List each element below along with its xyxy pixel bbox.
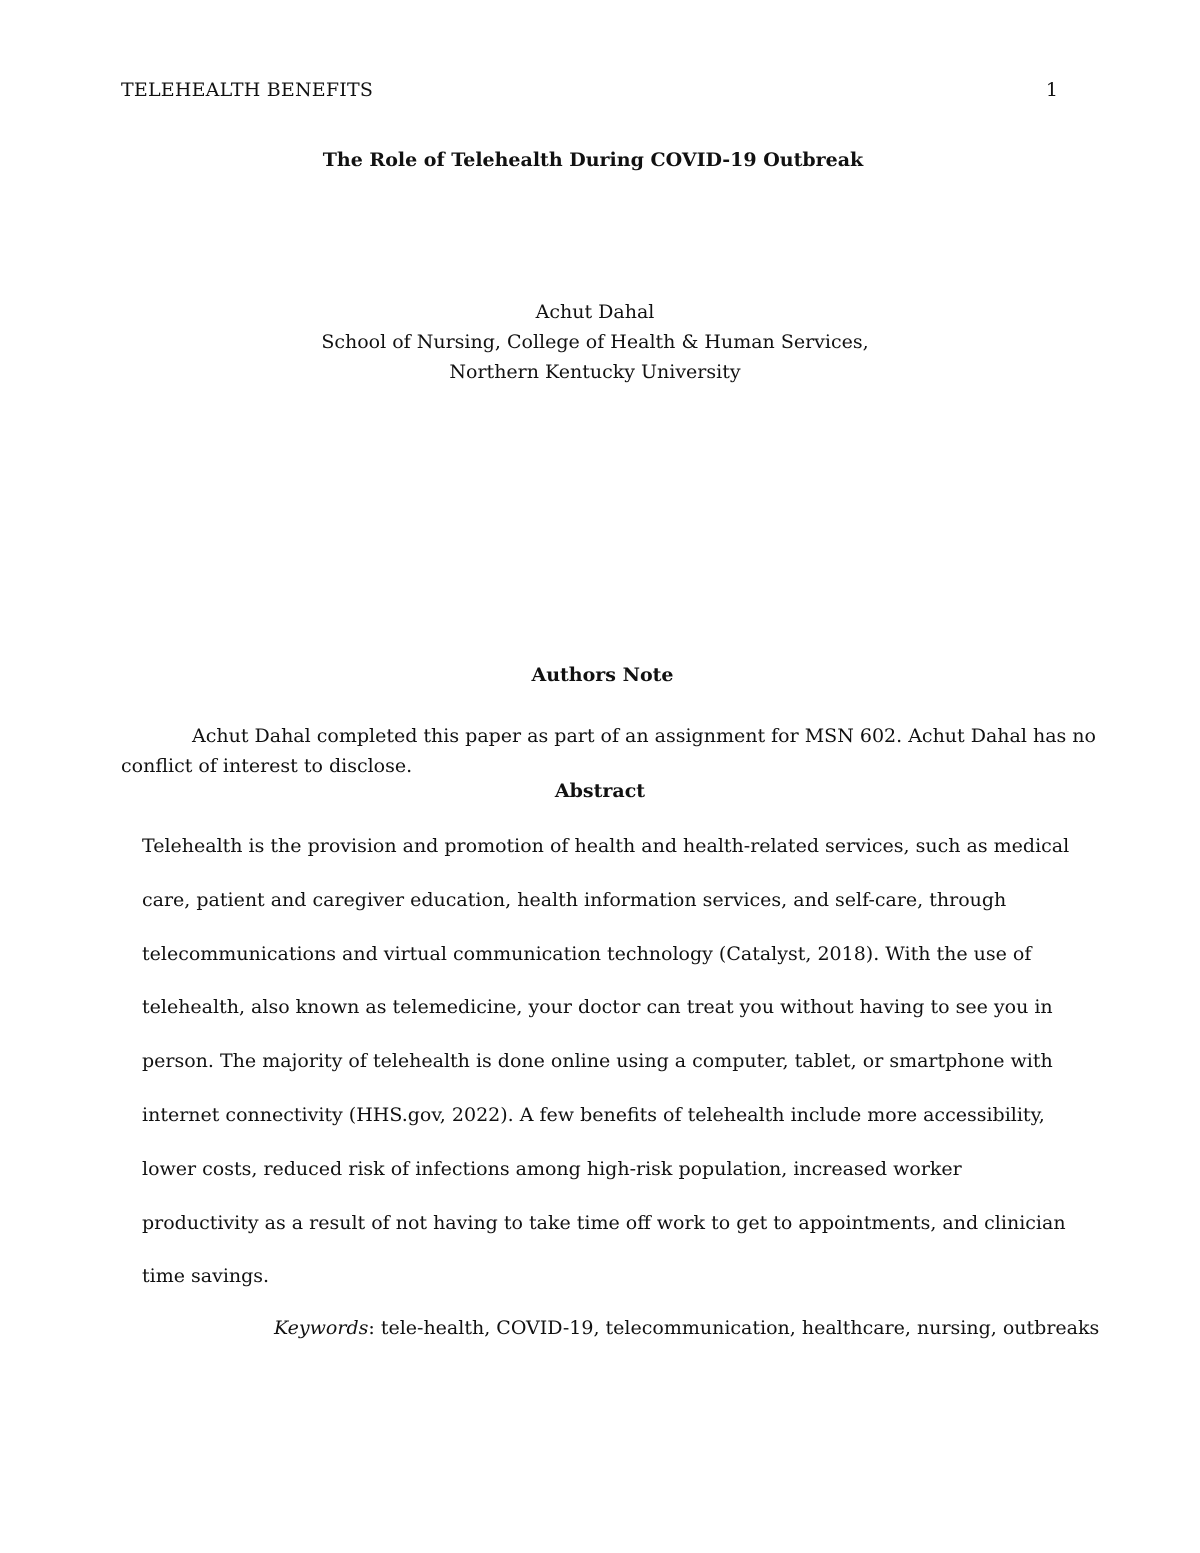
abstract-line: care, patient and caregiver education, health information services, and self-care, through — [142, 888, 1007, 911]
author-block — [0, 297, 1190, 387]
abstract-line: time savings. — [142, 1265, 270, 1288]
authors-note-heading: Authors Note — [531, 664, 674, 686]
paper-title: The Role of Telehealth During COVID-19 Outbreak — [322, 149, 864, 171]
page-number: 1 — [1045, 79, 1058, 101]
abstract-line: productivity as a result of not having to take time off work to get to appointments, and clinician — [142, 1211, 1066, 1234]
abstract-heading: Abstract — [554, 780, 646, 802]
abstract-line: Telehealth is the provision and promotion of health and health-related services, such as medical — [142, 835, 1070, 857]
abstract-line: telecommunications and virtual communication technology (Catalyst, 2018). With the use of — [142, 942, 1032, 965]
keywords-line — [274, 1317, 1099, 1339]
author-affiliation-line-1: School of Nursing, College of Health & Human Services, — [321, 331, 869, 353]
abstract-line: telehealth, also known as telemedicine, your doctor can treat you without having to see you in — [142, 996, 1053, 1019]
abstract-line: internet connectivity (HHS.gov, 2022). A few benefits of telehealth include more accessibility, — [142, 1103, 1045, 1126]
abstract-body — [142, 831, 1072, 1315]
author-affiliation-line-2: Northern Kentucky University — [449, 361, 741, 383]
abstract-line: lower costs, reduced risk of infections among high-risk population, increased worker — [142, 1157, 962, 1180]
abstract-line: person. The majority of telehealth is done online using a computer, tablet, or smartphone with — [142, 1050, 1053, 1073]
keywords-label: Keywords — [274, 1317, 369, 1339]
keywords-text: tele-health, COVID-19, telecommunication, healthcare, nursing, outbreaks — [374, 1317, 1100, 1339]
running-head: TELEHEALTH BENEFITS — [121, 79, 374, 101]
author-name: Achut Dahal — [535, 301, 655, 323]
authors-note-text: Achut Dahal completed this paper as part of an assignment for MSN 602. Achut Dahal has no conflict of interest to disclose. — [121, 725, 1096, 777]
keywords-separator: : — [368, 1317, 375, 1339]
